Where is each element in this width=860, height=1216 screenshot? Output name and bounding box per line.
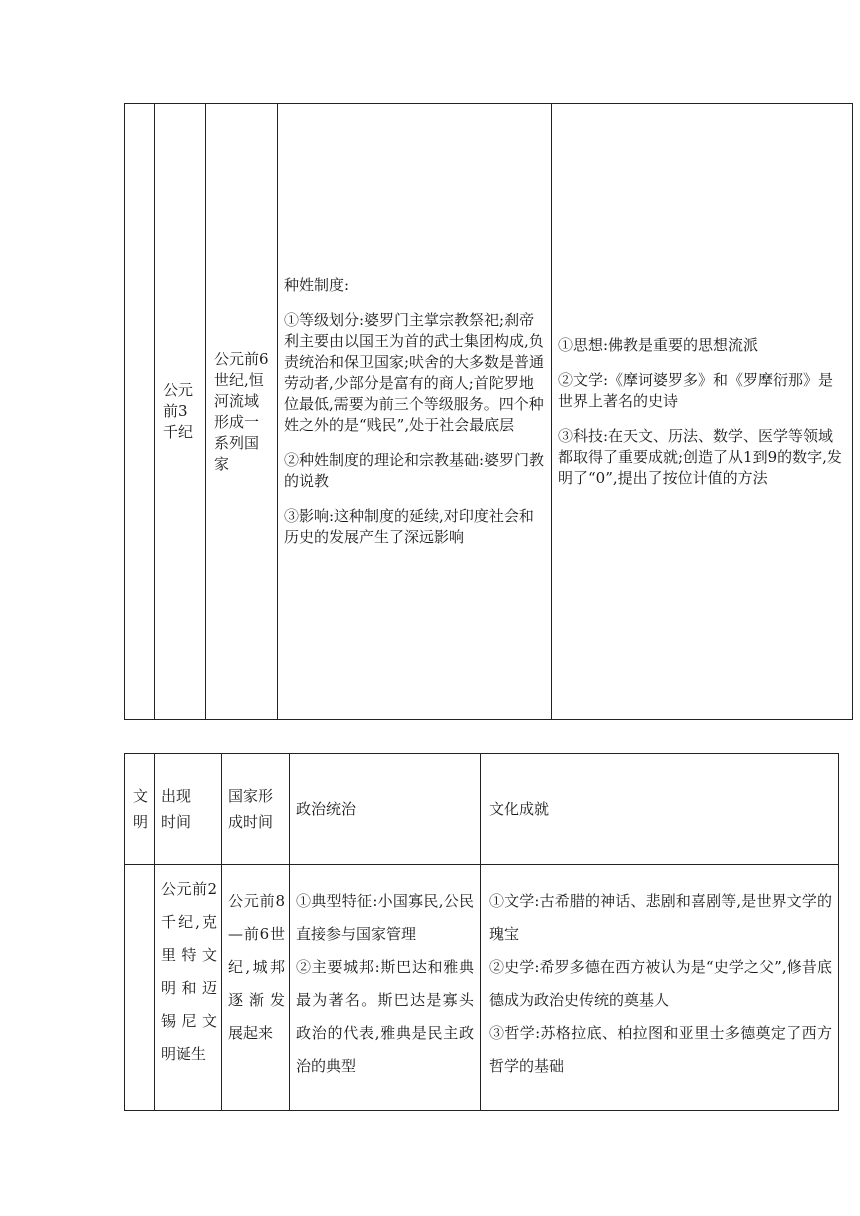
culture-item: ①文学:古希腊的神话、悲剧和喜剧等,是世界文学的瑰宝 bbox=[489, 892, 832, 943]
politics-item: ②种姓制度的理论和宗教基础:婆罗门教的说教 bbox=[284, 451, 545, 490]
civilization-cell bbox=[125, 865, 155, 1111]
header-politics: 政治统治 bbox=[290, 754, 481, 865]
politics-item: ③影响:这种制度的延续,对印度社会和历史的发展产生了深远影响 bbox=[284, 507, 534, 546]
politics-heading: 种姓制度: bbox=[284, 276, 350, 294]
table-row bbox=[125, 104, 853, 720]
state-time-cell: 公元前8—前6世纪,城邦逐渐发展起来 bbox=[222, 865, 290, 1111]
culture-item: ③科技:在天文、历法、数学、医学等领域都取得了重要成就;创造了从1到9的数字,发明了“0”,提出了按位计值的方法 bbox=[558, 426, 842, 487]
politics-item: ②主要城邦:斯巴达和雅典最为著名。斯巴达是寡头政治的代表,雅典是民主政治的典型 bbox=[296, 958, 474, 1075]
culture-cell bbox=[481, 865, 839, 1111]
politics-cell bbox=[278, 104, 552, 720]
state-time-cell: 公元前6世纪,恒河流域形成一系列国家 bbox=[206, 104, 278, 720]
politics-item: ①等级划分:婆罗门主掌宗教祭祀;刹帝利主要由以国王为首的武士集团构成,负责统治和保卫国家;吠舍的大多数是普通劳动者,少部分是富有的商人;首陀罗地位最低,需要为前三个等级服务。四个种姓之外的是“贱民”,处于社会最底层 bbox=[284, 311, 545, 434]
civilization-cell bbox=[125, 104, 155, 720]
header-appear-time: 出现时间 bbox=[155, 754, 222, 865]
india-civilization-table bbox=[124, 103, 853, 720]
culture-item: ②文学:《摩诃婆罗多》和《罗摩衍那》是世界上著名的史诗 bbox=[558, 370, 834, 410]
culture-item: ①思想:佛教是重要的思想流派 bbox=[558, 335, 759, 354]
header-culture: 文化成就 bbox=[481, 754, 839, 865]
politics-cell bbox=[290, 865, 481, 1111]
header-civilization: 文明 bbox=[125, 754, 155, 865]
culture-cell bbox=[552, 104, 853, 720]
politics-item: ①典型特征:小国寡民,公民直接参与国家管理 bbox=[296, 892, 474, 943]
table-header-row bbox=[125, 754, 839, 865]
table-row bbox=[125, 865, 839, 1111]
appear-time-cell: 公元前3千纪 bbox=[155, 104, 206, 720]
header-state-time: 国家形成时间 bbox=[222, 754, 290, 865]
greece-civilization-table bbox=[124, 753, 839, 1111]
culture-item: ②史学:希罗多德在西方被认为是“史学之父”,修昔底德成为政治史传统的奠基人 bbox=[489, 958, 832, 1009]
appear-time-cell: 公元前2千纪,克里特文明和迈锡尼文明诞生 bbox=[155, 865, 222, 1111]
culture-item: ③哲学:苏格拉底、柏拉图和亚里士多德奠定了西方哲学的基础 bbox=[489, 1024, 832, 1075]
